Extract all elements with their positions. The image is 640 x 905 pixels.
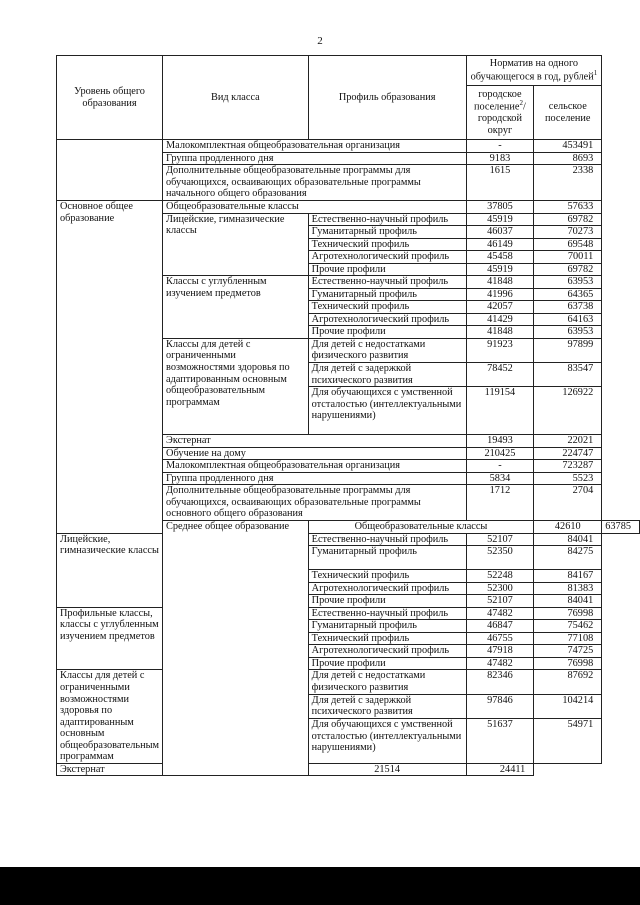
profile-cell: Гуманитарный профиль <box>308 226 466 239</box>
value-rural: 63953 <box>534 276 602 289</box>
profile-cell: Технический профиль <box>308 238 466 251</box>
row-label: Дополнительные общеобразовательные программы для обучающихся, осваивающих образовательные программы начального общего образования <box>163 165 467 201</box>
profile-cell: Технический профиль <box>308 301 466 314</box>
header-norm: Норматив на одного обучающегося в год, рублей$^1$ <box>466 56 602 86</box>
value-urban: 82346 <box>466 670 534 694</box>
value-urban: 5834 <box>466 472 534 485</box>
value-urban: 45919 <box>466 213 534 226</box>
profile-cell: Агротехнологический профиль <box>308 313 466 326</box>
value-urban: 46755 <box>466 632 534 645</box>
value-urban: 52107 <box>466 533 534 546</box>
value-urban: 41848 <box>466 276 534 289</box>
value-rural: 77108 <box>534 632 602 645</box>
value-rural: 64163 <box>534 313 602 326</box>
profile-cell: Агротехнологический профиль <box>308 582 466 595</box>
value-rural: 75462 <box>534 620 602 633</box>
value-urban: 47482 <box>466 607 534 620</box>
profile-cell: Технический профиль <box>308 570 466 583</box>
row-label: Общеобразовательные классы <box>308 521 534 534</box>
header-level: Уровень общего образования <box>57 56 163 140</box>
row-label: Экстернат <box>163 435 467 448</box>
value-rural: 5523 <box>534 472 602 485</box>
value-urban: 46037 <box>466 226 534 239</box>
value-urban: 119154 <box>466 387 534 435</box>
value-urban: 37805 <box>466 201 534 214</box>
value-rural: 76998 <box>534 607 602 620</box>
value-urban: 46149 <box>466 238 534 251</box>
value-urban: 52350 <box>466 546 534 570</box>
value-urban: 210425 <box>466 447 534 460</box>
value-urban: 1712 <box>466 485 534 521</box>
class-type-cell: Классы для детей с ограниченными возможностями здоровья по адаптированным основным общеобразовательным программам <box>57 670 163 763</box>
value-rural: 126922 <box>534 387 602 435</box>
class-type-cell: Классы с углубленным изучением предметов <box>163 276 309 339</box>
header-rural: сельское поселение <box>534 86 602 140</box>
profile-cell: Естественно-научный профиль <box>308 607 466 620</box>
row-label: Дополнительные общеобразовательные программы для обучающихся, осваивающих образовательные программы основного общего образования <box>163 485 467 521</box>
value-rural: 22021 <box>534 435 602 448</box>
level-cell-secondary: Среднее общее образование <box>163 521 309 776</box>
value-urban: 45458 <box>466 251 534 264</box>
profile-cell: Технический профиль <box>308 632 466 645</box>
value-urban: 97846 <box>466 694 534 718</box>
value-rural: 87692 <box>534 670 602 694</box>
value-rural: 69548 <box>534 238 602 251</box>
profile-cell: Для детей с задержкой психического развития <box>308 694 466 718</box>
class-type-cell: Классы для детей с ограниченными возможностями здоровья по адаптированным основным общеобразовательным программам <box>163 338 309 434</box>
header-profile: Профиль образования <box>308 56 466 140</box>
norms-table <box>56 55 640 776</box>
profile-cell: Прочие профили <box>308 595 466 608</box>
value-urban: 19493 <box>466 435 534 448</box>
table-row <box>57 670 640 694</box>
value-urban: 45919 <box>466 263 534 276</box>
profile-cell: Естественно-научный профиль <box>308 276 466 289</box>
value-urban: 52107 <box>466 595 534 608</box>
value-rural: 81383 <box>534 582 602 595</box>
profile-cell: Прочие профили <box>308 263 466 276</box>
value-rural: 70273 <box>534 226 602 239</box>
value-rural: 57633 <box>534 201 602 214</box>
header-row <box>57 56 640 86</box>
profile-cell: Для детей с недостатками физического развития <box>308 338 466 362</box>
value-urban: 9183 <box>466 152 534 165</box>
value-urban: 41996 <box>466 288 534 301</box>
value-rural: 84041 <box>534 595 602 608</box>
value-urban: 41429 <box>466 313 534 326</box>
table-row <box>57 763 640 776</box>
value-urban: 51637 <box>466 719 534 764</box>
norms-table-sheet <box>56 55 640 776</box>
profile-cell: Гуманитарный профиль <box>308 546 466 570</box>
class-type-cell: Лицейские, гимназические классы <box>57 533 163 607</box>
class-type-cell: Профильные классы, классы с углубленным изучением предметов <box>57 607 163 670</box>
value-rural: 84167 <box>534 570 602 583</box>
header-urban: городское поселение$^2$/ городской округ <box>466 86 534 140</box>
value-rural: 97899 <box>534 338 602 362</box>
row-label: Малокомплектная общеобразовательная организация <box>163 460 467 473</box>
value-urban: 46847 <box>466 620 534 633</box>
profile-cell: Для детей с недостатками физического развития <box>308 670 466 694</box>
value-rural: 69782 <box>534 213 602 226</box>
profile-cell: Для обучающихся с умственной отсталостью (интеллектуальными нарушениями) <box>308 719 466 764</box>
value-rural: 2338 <box>534 165 602 201</box>
value-rural: 54971 <box>534 719 602 764</box>
profile-cell: Естественно-научный профиль <box>308 213 466 226</box>
value-rural: 84275 <box>534 546 602 570</box>
profile-cell: Агротехнологический профиль <box>308 251 466 264</box>
value-rural: 70011 <box>534 251 602 264</box>
profile-cell: Для обучающихся с умственной отсталостью (интеллектуальными нарушениями) <box>308 387 466 435</box>
value-rural: 104214 <box>534 694 602 718</box>
table-row <box>57 607 640 620</box>
value-rural: 453491 <box>534 140 602 153</box>
profile-cell: Прочие профили <box>308 326 466 339</box>
value-rural: 84041 <box>534 533 602 546</box>
level-cell-basic: Основное общее образование <box>57 201 163 534</box>
table-row <box>57 533 640 546</box>
profile-cell: Гуманитарный профиль <box>308 620 466 633</box>
page-number: 2 <box>317 35 323 47</box>
value-rural: 24411 <box>466 763 534 776</box>
value-rural: 64365 <box>534 288 602 301</box>
scan-bottom-edge <box>0 867 640 905</box>
value-urban: 41848 <box>466 326 534 339</box>
profile-cell: Для детей с задержкой психического развития <box>308 362 466 386</box>
value-urban: - <box>466 460 534 473</box>
value-rural: 63953 <box>534 326 602 339</box>
value-rural: 83547 <box>534 362 602 386</box>
value-rural: 69782 <box>534 263 602 276</box>
profile-cell: Прочие профили <box>308 657 466 670</box>
value-rural: 2704 <box>534 485 602 521</box>
table-row <box>57 201 640 214</box>
profile-cell: Естественно-научный профиль <box>308 533 466 546</box>
table-row <box>57 140 640 153</box>
class-type-cell: Лицейские, гимназические классы <box>163 213 309 276</box>
value-rural: 63785 <box>602 521 640 534</box>
value-urban: 47918 <box>466 645 534 658</box>
profile-cell: Агротехнологический профиль <box>308 645 466 658</box>
value-urban: 78452 <box>466 362 534 386</box>
value-urban: 91923 <box>466 338 534 362</box>
row-label: Обучение на дому <box>163 447 467 460</box>
value-urban: - <box>466 140 534 153</box>
value-rural: 723287 <box>534 460 602 473</box>
header-class-type: Вид класса <box>163 56 309 140</box>
profile-cell: Гуманитарный профиль <box>308 288 466 301</box>
value-rural: 76998 <box>534 657 602 670</box>
row-label: Группа продленного дня <box>163 152 467 165</box>
value-urban: 52248 <box>466 570 534 583</box>
value-urban: 42057 <box>466 301 534 314</box>
value-urban: 42610 <box>534 521 602 534</box>
value-urban: 52300 <box>466 582 534 595</box>
value-urban: 1615 <box>466 165 534 201</box>
value-urban: 47482 <box>466 657 534 670</box>
row-label: Малокомплектная общеобразовательная организация <box>163 140 467 153</box>
value-rural: 74725 <box>534 645 602 658</box>
value-rural: 224747 <box>534 447 602 460</box>
value-urban: 21514 <box>308 763 466 776</box>
level-cell-primary <box>57 140 163 201</box>
row-label: Группа продленного дня <box>163 472 467 485</box>
row-label: Экстернат <box>57 763 309 776</box>
row-label: Общеобразовательные классы <box>163 201 467 214</box>
value-rural: 8693 <box>534 152 602 165</box>
value-rural: 63738 <box>534 301 602 314</box>
